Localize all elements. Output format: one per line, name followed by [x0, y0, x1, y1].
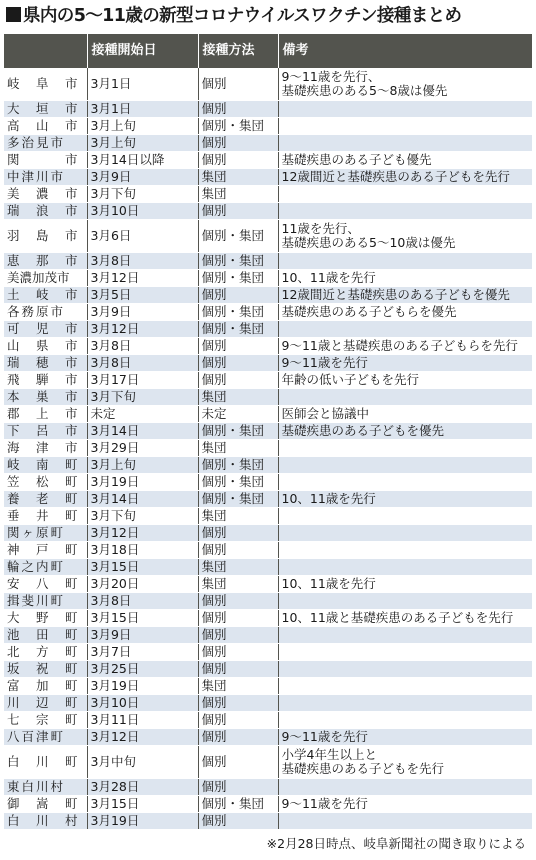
note-cell: [278, 186, 532, 203]
table-body: [4, 68, 532, 830]
start-date-cell: 3月6日: [87, 220, 198, 253]
table-row: [4, 169, 532, 186]
municipality-cell: 海 津 市: [4, 440, 87, 457]
municipality-cell: 大 垣 市: [4, 101, 87, 118]
municipality-cell: 揖斐川町: [4, 593, 87, 610]
municipality-cell: 笠 松 町: [4, 474, 87, 491]
municipality-cell: 川 辺 町: [4, 695, 87, 712]
table-row: [4, 338, 532, 355]
municipality-cell: 御 嵩 町: [4, 796, 87, 813]
note-cell: [278, 135, 532, 152]
note-cell: [278, 559, 532, 576]
note-cell: [278, 508, 532, 525]
start-date-cell: 3月28日: [87, 779, 198, 796]
method-cell: 個別: [198, 610, 278, 627]
header-notes: 備考: [278, 34, 532, 68]
table-row: [4, 678, 532, 695]
table-row: [4, 186, 532, 203]
note-cell: 9～11歳を先行: [278, 796, 532, 813]
method-cell: 集団: [198, 440, 278, 457]
method-cell: 個別: [198, 627, 278, 644]
method-cell: 個別: [198, 68, 278, 101]
method-cell: 個別: [198, 593, 278, 610]
method-cell: 個別・集団: [198, 796, 278, 813]
table-row: [4, 729, 532, 746]
note-cell: 基礎疾患のある子ども優先: [278, 152, 532, 169]
note-cell: [278, 389, 532, 406]
table-row: [4, 253, 532, 270]
method-cell: 個別: [198, 695, 278, 712]
municipality-cell: 白 川 町: [4, 746, 87, 779]
start-date-cell: 3月29日: [87, 440, 198, 457]
note-cell: [278, 457, 532, 474]
table-row: [4, 135, 532, 152]
municipality-cell: 各務原市: [4, 304, 87, 321]
start-date-cell: 3月14日以降: [87, 152, 198, 169]
start-date-cell: 3月25日: [87, 661, 198, 678]
municipality-cell: 安 八 町: [4, 576, 87, 593]
method-cell: 集団: [198, 508, 278, 525]
table-row: [4, 576, 532, 593]
note-cell: 9～11歳を先行: [278, 729, 532, 746]
note-cell: [278, 474, 532, 491]
note-cell: [278, 440, 532, 457]
municipality-cell: 坂 祝 町: [4, 661, 87, 678]
note-cell: 10、11歳を先行: [278, 491, 532, 508]
note-cell: 9～11歳を先行: [278, 355, 532, 372]
table-row: [4, 644, 532, 661]
start-date-cell: 3月8日: [87, 593, 198, 610]
footnote: ※2月28日時点、岐阜新聞社の聞き取りによる: [266, 836, 526, 851]
table-row: [4, 203, 532, 220]
note-cell: 基礎疾患のある子どもらを優先: [278, 304, 532, 321]
method-cell: 個別・集団: [198, 253, 278, 270]
vaccination-table: [4, 34, 533, 830]
table-row: [4, 389, 532, 406]
table-row: [4, 610, 532, 627]
table-row: [4, 68, 532, 101]
municipality-cell: 北 方 町: [4, 644, 87, 661]
table-row: [4, 525, 532, 542]
note-cell: 9～11歳と基礎疾患のある子どもらを先行: [278, 338, 532, 355]
method-cell: 集団: [198, 169, 278, 186]
table-row: [4, 779, 532, 796]
method-cell: 個別・集団: [198, 491, 278, 508]
municipality-cell: 七 宗 町: [4, 712, 87, 729]
municipality-cell: 白 川 村: [4, 813, 87, 830]
municipality-cell: 羽 島 市: [4, 220, 87, 253]
start-date-cell: 3月19日: [87, 813, 198, 830]
note-cell: [278, 525, 532, 542]
method-cell: 個別: [198, 661, 278, 678]
municipality-cell: 東白川村: [4, 779, 87, 796]
note-cell: [278, 712, 532, 729]
method-cell: 個別: [198, 135, 278, 152]
method-cell: 個別・集団: [198, 304, 278, 321]
header-municipality: [4, 34, 87, 68]
note-cell: 10、11歳を先行: [278, 576, 532, 593]
table-row: [4, 813, 532, 830]
table-row: [4, 627, 532, 644]
start-date-cell: 3月10日: [87, 695, 198, 712]
table-row: [4, 304, 532, 321]
note-cell: [278, 542, 532, 559]
table-row: [4, 372, 532, 389]
start-date-cell: 3月18日: [87, 542, 198, 559]
start-date-cell: 3月上旬: [87, 457, 198, 474]
table-row: [4, 661, 532, 678]
method-cell: 個別・集団: [198, 118, 278, 135]
method-cell: 集団: [198, 559, 278, 576]
table-row: [4, 355, 532, 372]
start-date-cell: 3月15日: [87, 559, 198, 576]
start-date-cell: 3月17日: [87, 372, 198, 389]
start-date-cell: 3月15日: [87, 796, 198, 813]
table-row: [4, 152, 532, 169]
start-date-cell: 3月下旬: [87, 508, 198, 525]
header-method: 接種方法: [198, 34, 278, 68]
start-date-cell: 3月1日: [87, 68, 198, 101]
municipality-cell: 八百津町: [4, 729, 87, 746]
table-row: [4, 220, 532, 253]
note-cell: [278, 779, 532, 796]
method-cell: 個別: [198, 101, 278, 118]
start-date-cell: 3月9日: [87, 627, 198, 644]
municipality-cell: 土 岐 市: [4, 287, 87, 304]
note-cell: 年齢の低い子どもを先行: [278, 372, 532, 389]
note-cell: [278, 813, 532, 830]
municipality-cell: 山 県 市: [4, 338, 87, 355]
municipality-cell: 富 加 町: [4, 678, 87, 695]
note-cell: [278, 203, 532, 220]
note-cell: 小学4年生以上と 基礎疾患のある子どもを先行: [278, 746, 532, 779]
method-cell: 個別: [198, 372, 278, 389]
start-date-cell: 3月12日: [87, 729, 198, 746]
note-cell: 基礎疾患のある子どもを優先: [278, 423, 532, 440]
header-start-date: 接種開始日: [87, 34, 198, 68]
table-row: [4, 559, 532, 576]
start-date-cell: 3月20日: [87, 576, 198, 593]
start-date-cell: 3月9日: [87, 169, 198, 186]
method-cell: 個別: [198, 152, 278, 169]
method-cell: 個別・集団: [198, 220, 278, 253]
table-header-row: [4, 34, 532, 68]
method-cell: 個別・集団: [198, 457, 278, 474]
method-cell: 未定: [198, 406, 278, 423]
title-square-icon: [6, 7, 21, 22]
method-cell: 個別・集団: [198, 270, 278, 287]
municipality-cell: 岐 南 町: [4, 457, 87, 474]
municipality-cell: 飛 騨 市: [4, 372, 87, 389]
start-date-cell: 3月上旬: [87, 118, 198, 135]
start-date-cell: 3月15日: [87, 610, 198, 627]
table-row: [4, 746, 532, 779]
municipality-cell: 下 呂 市: [4, 423, 87, 440]
table-row: [4, 423, 532, 440]
note-cell: [278, 118, 532, 135]
start-date-cell: 3月8日: [87, 355, 198, 372]
method-cell: 集団: [198, 678, 278, 695]
note-cell: 12歳間近と基礎疾患のある子どもを先行: [278, 169, 532, 186]
table-row: [4, 101, 532, 118]
municipality-cell: 大 野 町: [4, 610, 87, 627]
table-row: [4, 118, 532, 135]
table-row: [4, 712, 532, 729]
municipality-cell: 多治見市: [4, 135, 87, 152]
table-row: [4, 457, 532, 474]
table-row: [4, 491, 532, 508]
table-row: [4, 796, 532, 813]
start-date-cell: 3月中旬: [87, 746, 198, 779]
table-row: [4, 593, 532, 610]
note-cell: [278, 678, 532, 695]
method-cell: 個別: [198, 729, 278, 746]
start-date-cell: 3月11日: [87, 712, 198, 729]
start-date-cell: 3月下旬: [87, 186, 198, 203]
table-row: [4, 440, 532, 457]
municipality-cell: 高 山 市: [4, 118, 87, 135]
note-cell: 9～11歳を先行、 基礎疾患のある5～8歳は優先: [278, 68, 532, 101]
method-cell: 個別: [198, 712, 278, 729]
note-cell: 医師会と協議中: [278, 406, 532, 423]
municipality-cell: 可 児 市: [4, 321, 87, 338]
start-date-cell: 3月12日: [87, 525, 198, 542]
note-cell: 11歳を先行、 基礎疾患のある5～10歳は優先: [278, 220, 532, 253]
method-cell: 個別: [198, 746, 278, 779]
method-cell: 個別: [198, 525, 278, 542]
municipality-cell: 池 田 町: [4, 627, 87, 644]
start-date-cell: 3月14日: [87, 423, 198, 440]
municipality-cell: 神 戸 町: [4, 542, 87, 559]
municipality-cell: 関ヶ原町: [4, 525, 87, 542]
method-cell: 個別・集団: [198, 423, 278, 440]
municipality-cell: 郡 上 市: [4, 406, 87, 423]
start-date-cell: 3月下旬: [87, 389, 198, 406]
note-cell: 10、11歳と基礎疾患のある子どもを先行: [278, 610, 532, 627]
start-date-cell: 3月1日: [87, 101, 198, 118]
note-cell: [278, 627, 532, 644]
start-date-cell: 3月19日: [87, 474, 198, 491]
note-cell: [278, 593, 532, 610]
method-cell: 個別: [198, 338, 278, 355]
table-row: [4, 474, 532, 491]
note-cell: [278, 101, 532, 118]
municipality-cell: 本 巣 市: [4, 389, 87, 406]
method-cell: 集団: [198, 576, 278, 593]
note-cell: [278, 661, 532, 678]
start-date-cell: 3月12日: [87, 270, 198, 287]
method-cell: 集団: [198, 389, 278, 406]
municipality-cell: 養 老 町: [4, 491, 87, 508]
start-date-cell: 3月19日: [87, 678, 198, 695]
start-date-cell: 3月5日: [87, 287, 198, 304]
title-text: 県内の5～11歳の新型コロナウイルスワクチン接種まとめ: [23, 6, 462, 26]
municipality-cell: 輪之内町: [4, 559, 87, 576]
method-cell: 個別: [198, 355, 278, 372]
method-cell: 個別: [198, 287, 278, 304]
method-cell: 個別・集団: [198, 474, 278, 491]
municipality-cell: 恵 那 市: [4, 253, 87, 270]
method-cell: 個別: [198, 779, 278, 796]
table-row: [4, 695, 532, 712]
method-cell: 集団: [198, 186, 278, 203]
start-date-cell: 3月8日: [87, 253, 198, 270]
table-row: [4, 542, 532, 559]
note-cell: [278, 253, 532, 270]
start-date-cell: 3月12日: [87, 321, 198, 338]
method-cell: 個別: [198, 542, 278, 559]
page-title: [6, 4, 461, 28]
municipality-cell: 中津川市: [4, 169, 87, 186]
start-date-cell: 3月7日: [87, 644, 198, 661]
method-cell: 個別: [198, 203, 278, 220]
table-row: [4, 508, 532, 525]
note-cell: [278, 695, 532, 712]
municipality-cell: 関 市: [4, 152, 87, 169]
method-cell: 個別: [198, 813, 278, 830]
start-date-cell: 未定: [87, 406, 198, 423]
municipality-cell: 瑞 穂 市: [4, 355, 87, 372]
note-cell: [278, 321, 532, 338]
start-date-cell: 3月9日: [87, 304, 198, 321]
table-row: [4, 321, 532, 338]
start-date-cell: 3月14日: [87, 491, 198, 508]
municipality-cell: 岐 阜 市: [4, 68, 87, 101]
method-cell: 個別・集団: [198, 321, 278, 338]
municipality-cell: 垂 井 町: [4, 508, 87, 525]
note-cell: 12歳間近と基礎疾患のある子どもを優先: [278, 287, 532, 304]
table-row: [4, 406, 532, 423]
note-cell: [278, 644, 532, 661]
municipality-cell: 美濃加茂市: [4, 270, 87, 287]
start-date-cell: 3月10日: [87, 203, 198, 220]
table-row: [4, 270, 532, 287]
start-date-cell: 3月上旬: [87, 135, 198, 152]
start-date-cell: 3月8日: [87, 338, 198, 355]
table-row: [4, 287, 532, 304]
municipality-cell: 瑞 浪 市: [4, 203, 87, 220]
note-cell: 10、11歳を先行: [278, 270, 532, 287]
method-cell: 個別: [198, 644, 278, 661]
municipality-cell: 美 濃 市: [4, 186, 87, 203]
